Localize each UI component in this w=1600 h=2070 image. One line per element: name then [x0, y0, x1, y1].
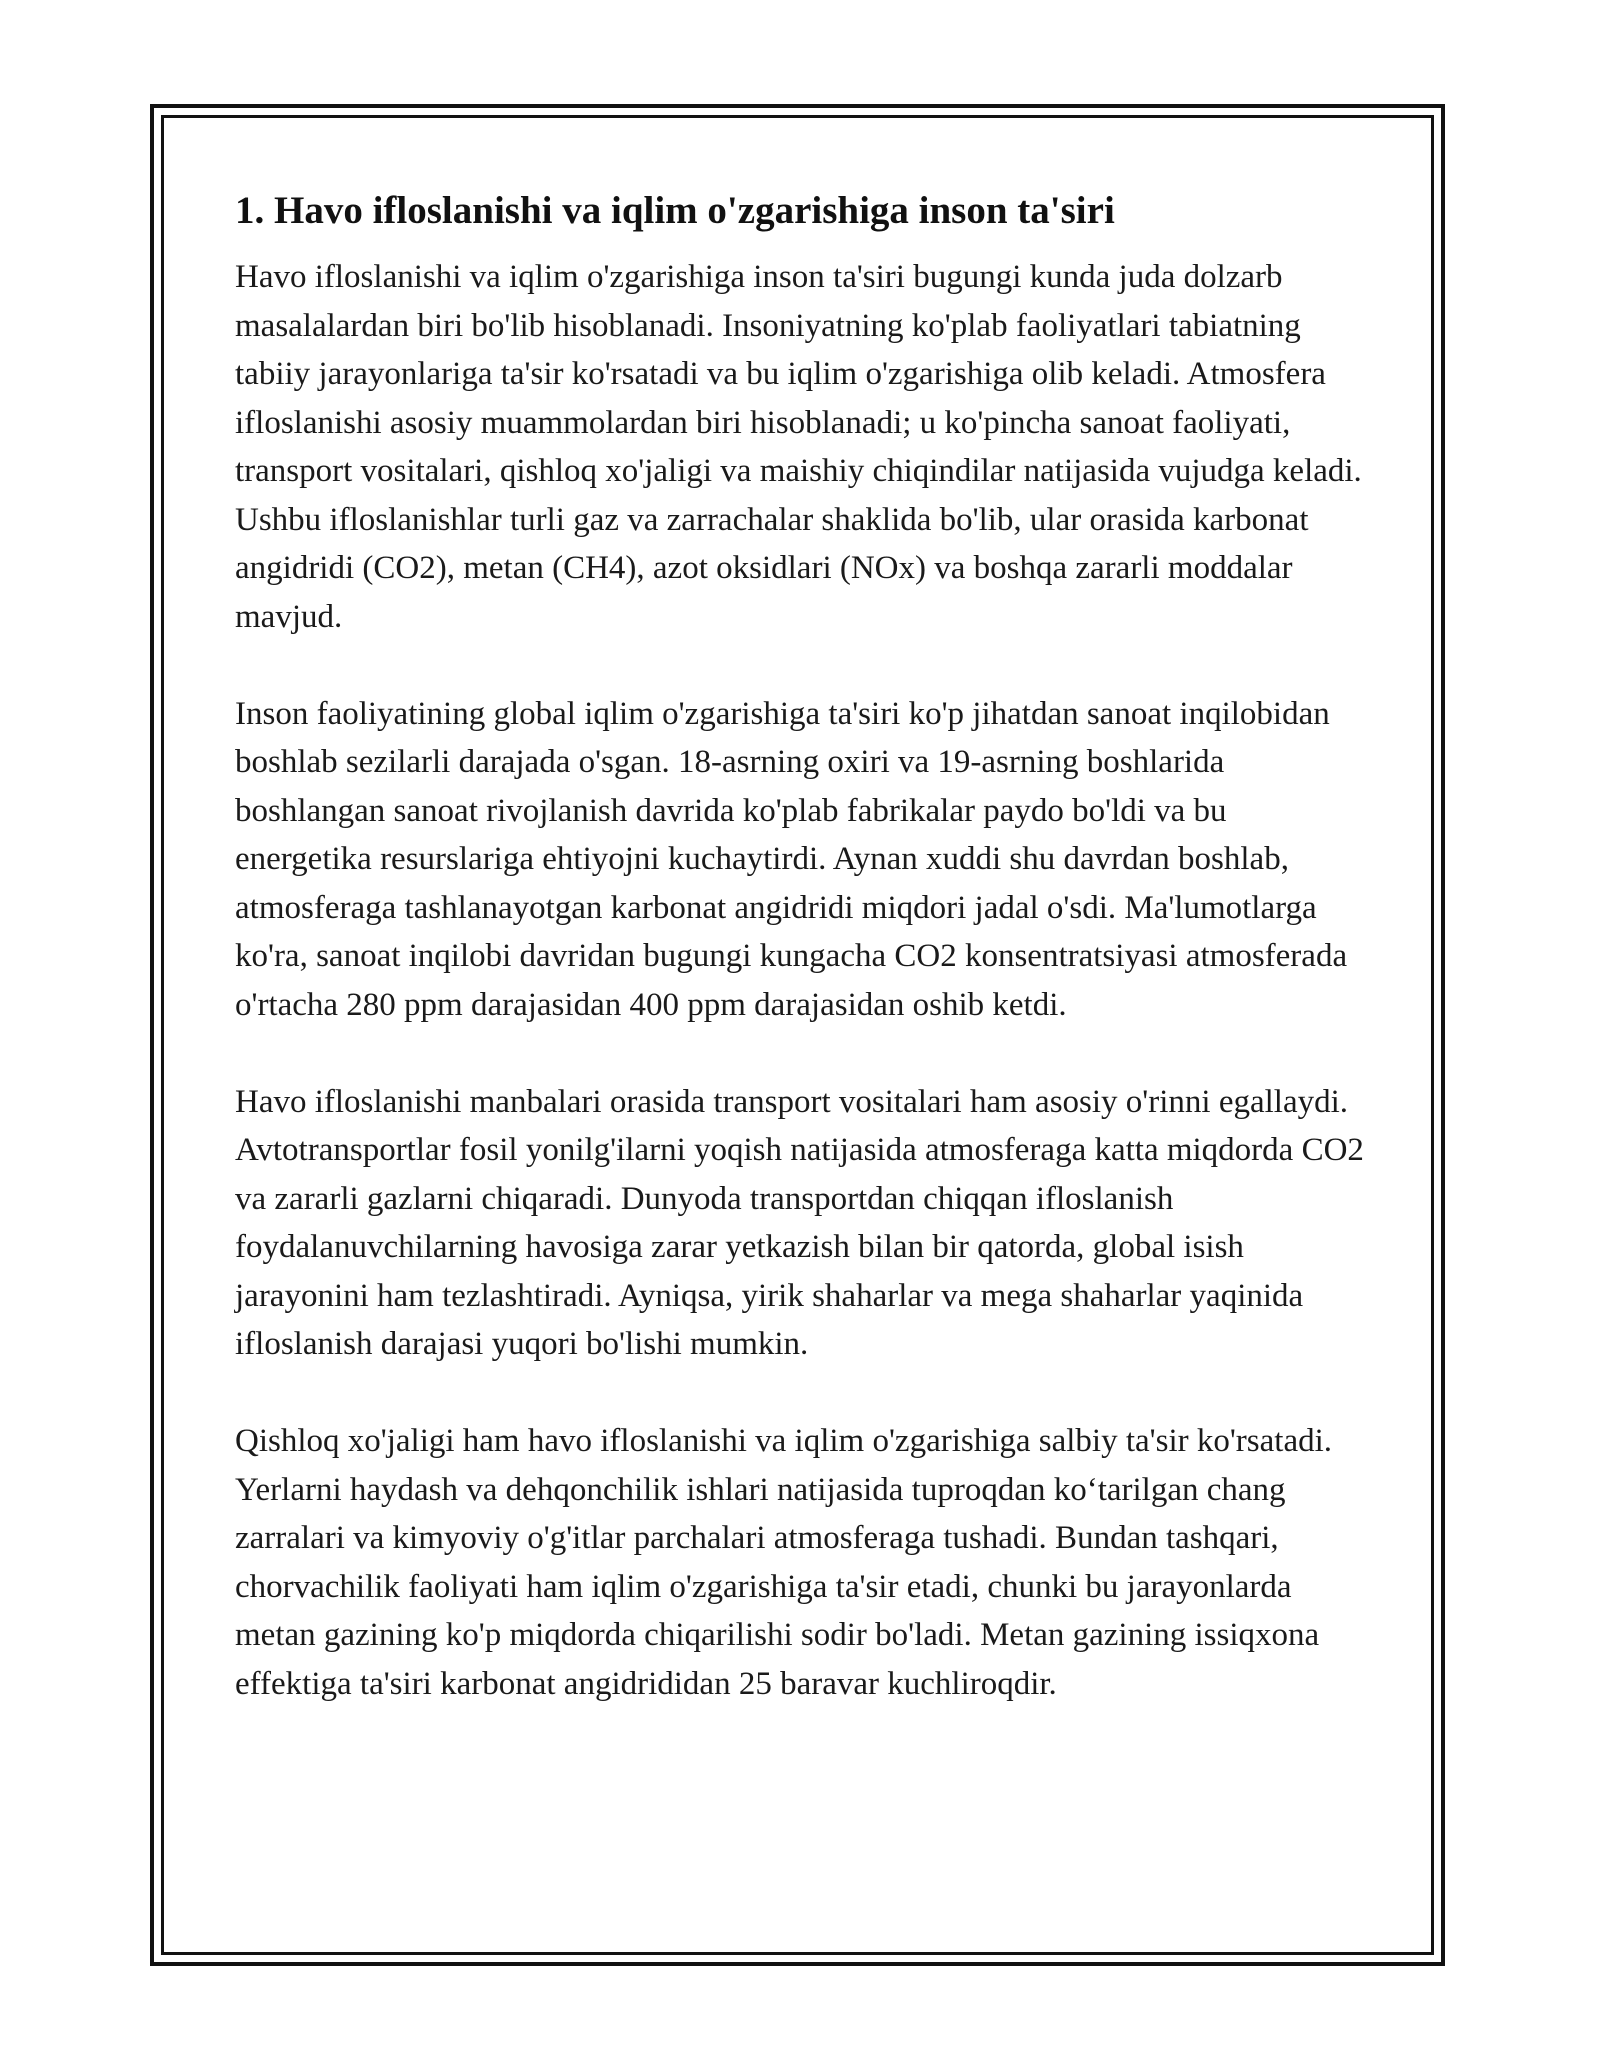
- paragraph-1: Havo ifloslanishi va iqlim o'zgarishiga inson ta'siri bugungi kunda juda dolzarb masalalardan biri bo'lib hisoblanadi. Insoniyatning ko'plab faoliyatlari tabiatning tabiiy jarayonlariga ta'sir ko'rsatadi va bu iqlim o'zgarishiga olib keladi. Atmosfera ifloslanishi asosiy muammolardan biri hisoblanadi; u ko'pincha sanoat faoliyati, transport vositalari, qishloq xo'jaligi va maishiy chiqindilar natijasida vujudga keladi. Ushbu ifloslanishlar turli gaz va zarrachalar shaklida bo'lib, ular orasida karbonat angidridi (CO2), metan (CH4), azot oksidlari (NOx) va boshqa zararli moddalar mavjud.: [235, 259, 1362, 635]
- section-title: 1. Havo ifloslanishi va iqlim o'zgarishiga inson ta'siri: [235, 189, 1115, 232]
- paragraph-4: Qishloq xo'jaligi ham havo ifloslanishi va iqlim o'zgarishiga salbiy ta'sir ko'rsatadi. Yerlarni haydash va dehqonchilik ishlari natijasida tuproqdan ko‘tarilgan chang zarralari va kimyoviy o'g'itlar parchalari atmosferaga tushadi. Bundan tashqari, chorvachilik faoliyati ham iqlim o'zgarishiga ta'sir etadi, chunki bu jarayonlarda metan gazining ko'p miqdorda chiqarilishi sodir bo'ladi. Metan gazining issiqxona effektiga ta'siri karbonat angidrididan 25 baravar kuchliroqdir.: [235, 1423, 1333, 1702]
- paragraph-2: Inson faoliyatining global iqlim o'zgarishiga ta'siri ko'p jihatdan sanoat inqilobidan boshlab sezilarli darajada o'sgan. 18-asrning oxiri va 19-asrning boshlarida boshlangan sanoat rivojlanish davrida ko'plab fabrikalar paydo bo'ldi va bu energetika resurslariga ehtiyojni kuchaytirdi. Aynan xuddi shu davrdan boshlab, atmosferaga tashlanayotgan karbonat angidridi miqdori jadal o'sdi. Ma'lumotlarga ko'ra, sanoat inqilobi davridan bugungi kungacha CO2 konsentratsiyasi atmosferada o'rtacha 280 ppm darajasidan 400 ppm darajasidan oshib ketdi.: [235, 695, 1348, 1023]
- paragraph-3: Havo ifloslanishi manbalari orasida transport vositalari ham asosiy o'rinni egallaydi. Avtotransportlar fosil yonilg'ilarni yoqish natijasida atmosferaga katta miqdorda CO2 va zararli gazlarni chiqaradi. Dunyoda transportdan chiqqan ifloslanish foydalanuvchilarning havosiga zarar yetkazish bilan bir qatorda, global isish jarayonini ham tezlashtiradi. Ayniqsa, yirik shaharlar va mega shaharlar yaqinida ifloslanish darajasi yuqori bo'lishi mumkin.: [235, 1083, 1364, 1362]
- document-body: [235, 185, 1370, 1708]
